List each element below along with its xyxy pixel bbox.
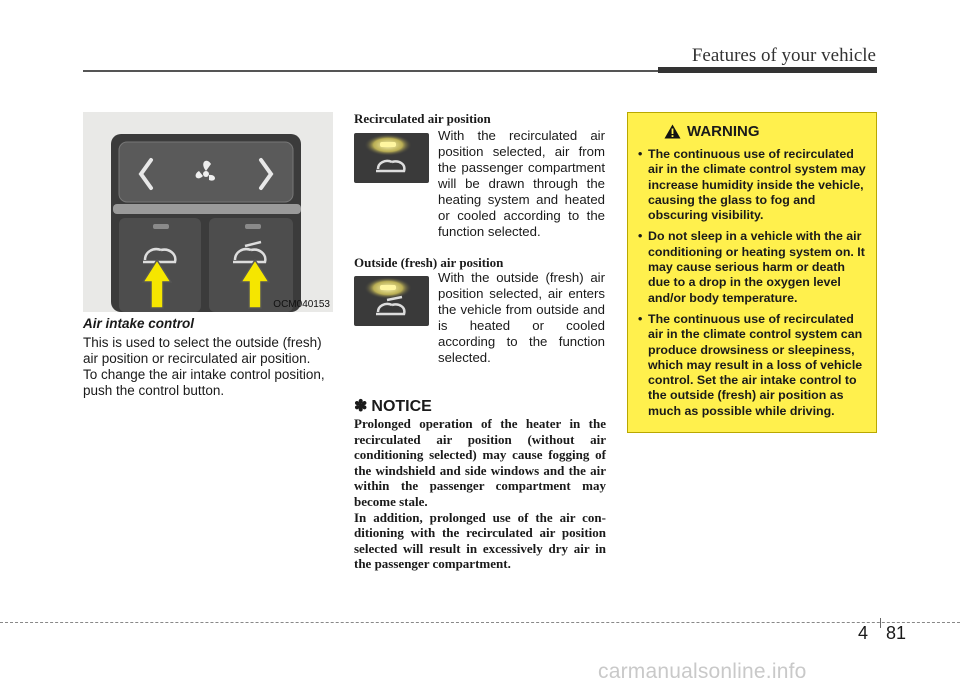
recirculated-indicator-icon xyxy=(354,133,429,183)
warning-heading xyxy=(664,123,760,140)
page-number: 81 xyxy=(886,623,907,643)
footer-rule xyxy=(0,622,960,623)
air-intake-control-photo xyxy=(83,112,333,312)
header-rule xyxy=(83,70,658,72)
notice-title xyxy=(354,396,432,416)
header-bar xyxy=(658,67,877,73)
recirculated-description: With the recirculated air position selected, air from the passenger compartment will be drawn through the heating system and heated or cooled according to the function selected. xyxy=(438,128,605,239)
warning-title: WARNING xyxy=(687,123,760,140)
warning-triangle-icon xyxy=(664,124,681,139)
warning-item: • The continuous use of recirculated air in the climate control system may increase humidity inside the vehicle, causing the glass to fog and obscuring visibility. xyxy=(638,147,868,223)
chapter-number: 4 xyxy=(858,623,869,643)
section-title: Air intake control xyxy=(83,316,195,331)
notice-title-text: NOTICE xyxy=(371,398,432,415)
notice-body: Prolonged operation of the heater in the recirculated air position (without air conditioning selected) may cause fogging of the windshield and side windows and the air within the passenger compartment may become stale. In addition, prolonged use of the air conditioning with the recirculated air position selected will result in excessively dry air in the passenger compartment. xyxy=(354,416,606,572)
fresh-heading: Outside (fresh) air position xyxy=(354,255,504,270)
warning-item: • The continuous use of recirculated air in the climate control system can produce drowsiness or sleepiness, which may result in a loss of vehicle control. Set the air intake control to the outside (fresh) air position as much as possible while driving. xyxy=(638,312,868,419)
intro-paragraph: This is used to select the outside (fresh) air position or recirculated air position. xyxy=(83,335,322,366)
instruction-paragraph: To change the air intake control position, push the control button. xyxy=(83,367,325,398)
recirculated-indicator xyxy=(354,133,429,183)
fresh-indicator-icon xyxy=(354,276,429,326)
footer-divider xyxy=(880,618,881,628)
notice-symbol: ✽ xyxy=(354,398,368,415)
figure-code: OCM040153 xyxy=(273,299,330,310)
warning-item: • Do not sleep in a vehicle with the air conditioning or heating system on. It may cause serious harm or death due to a drop in the oxygen level and/or body temperature. xyxy=(638,229,868,305)
header-title: Features of your vehicle xyxy=(691,45,876,66)
fresh-indicator xyxy=(354,276,429,326)
warning-box xyxy=(627,112,877,433)
fresh-description: With the outside (fresh) air position selected, air enters the vehicle from outside and is heated or cooled according to the function selected. xyxy=(438,270,605,365)
control-panel-illustration xyxy=(83,112,333,312)
recirculated-heading: Recirculated air position xyxy=(354,111,491,126)
warning-list xyxy=(638,147,868,425)
watermark-link[interactable]: carmanualsonline.info xyxy=(598,660,807,683)
